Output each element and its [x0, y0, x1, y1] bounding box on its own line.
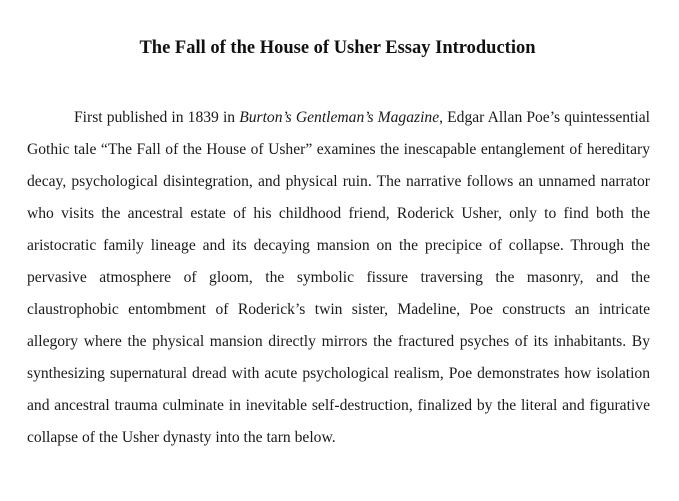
paragraph-body-text: , Edgar Allan Poe’s quintessential Gothic tale “The Fall of the House of Usher” examines the inescapable entanglement of hereditary decay, psychological disintegration, and physical ruin. The narrative follows an unnamed narrator who visits the ancestral estate of his childhood friend, Roderick Usher, only to find both the aristocratic family lineage and its decaying mansion on the precipice of collapse. Through the pervasive atmosphere of gloom, the symbolic fissure traversing the masonry, and the claustrophobic entombment of Roderick’s twin sister, Madeline, Poe constructs an intricate allegory where the physical mansion directly mirrors the fractured psyches of its inhabitants. By synthesizing supernatural dread with acute psychological realism, Poe demonstrates how isolation and ancestral trauma culminate in inevitable self-destruction, finalized by the literal and figurative collapse of the Usher dynasty into the tarn below.: [27, 109, 650, 446]
paragraph-lead-text: First published in 1839 in: [74, 109, 240, 126]
essay-title: The Fall of the House of Usher Essay Introduction: [139, 38, 536, 58]
introduction-paragraph: [27, 102, 650, 454]
magazine-title: Burton’s Gentleman’s Magazine: [239, 109, 440, 126]
